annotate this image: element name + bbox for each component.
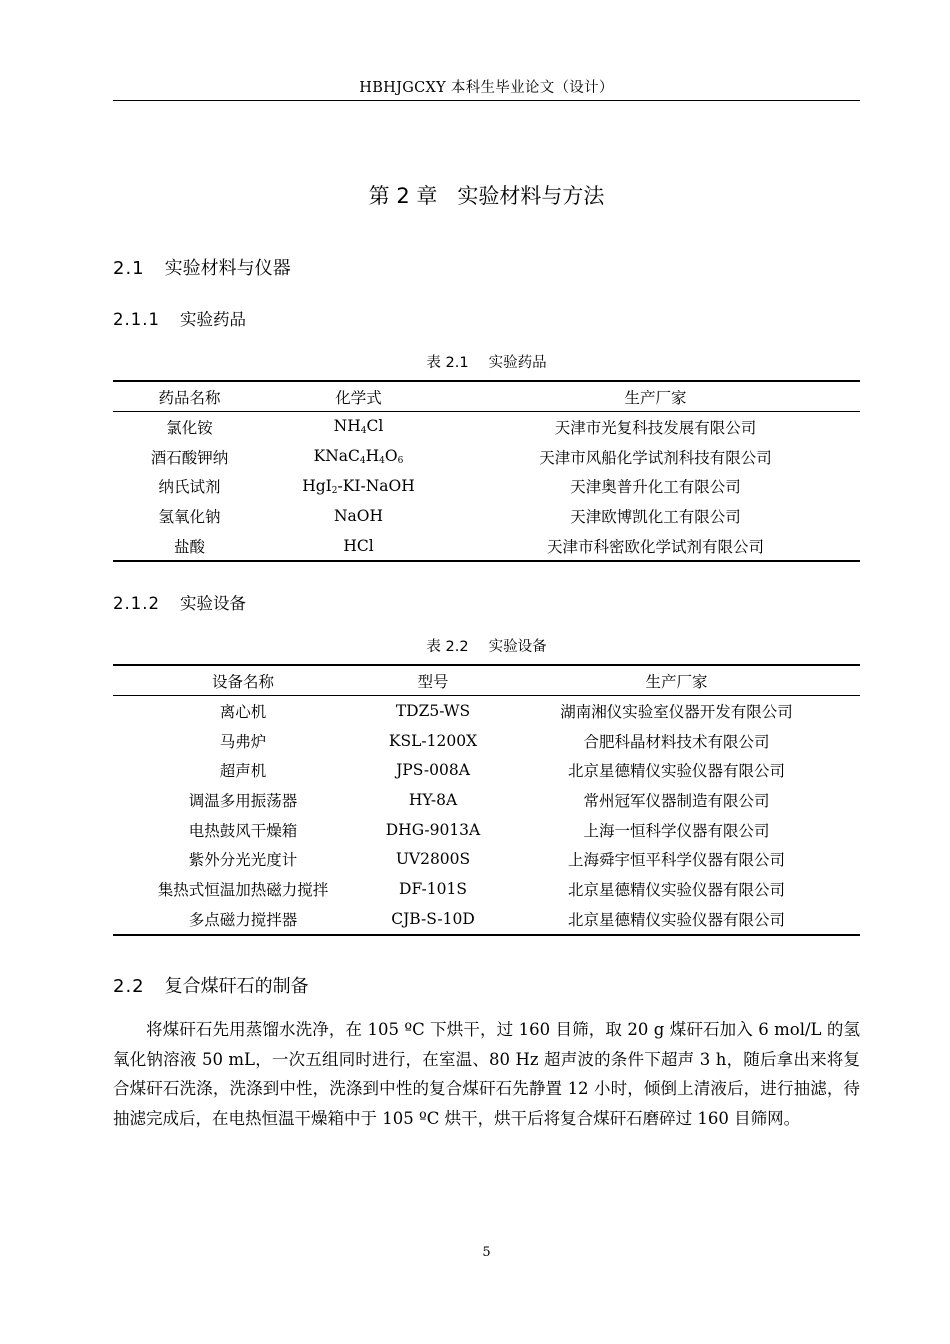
caption-number: 表 2.1: [426, 355, 469, 371]
section-number: 2.1: [113, 258, 145, 279]
equipment-name-cell: 马弗炉: [219, 732, 267, 751]
manufacturer-cell: 上海一恒科学仪器有限公司: [583, 821, 770, 840]
chapter-number: 第 2 章: [368, 184, 438, 208]
section-2-1-1-heading: [113, 306, 246, 330]
section-title: 实验药品: [179, 310, 246, 329]
chapter-title-text: 实验材料与方法: [457, 184, 605, 208]
manufacturer-cell: 天津市风船化学试剂科技有限公司: [539, 448, 772, 467]
column-header: 生产厂家: [451, 381, 860, 412]
section-title: 实验材料与仪器: [164, 258, 291, 279]
manufacturer-cell: 北京星德精仪实验仪器有限公司: [493, 904, 860, 935]
equipment-model-cell: DHG-9013A: [385, 820, 481, 839]
manufacturer-cell: 天津奥普升化工有限公司: [570, 478, 741, 497]
manufacturer-cell: 合肥科晶材料技术有限公司: [583, 732, 770, 751]
table-row: [113, 904, 860, 935]
chemical-name-cell: 酒石酸钾纳: [150, 448, 229, 467]
equipment-model-cell: DF-101S: [399, 879, 467, 898]
table-row: [113, 815, 860, 845]
equipment-table: [113, 664, 860, 936]
page-number: 5: [482, 1245, 491, 1260]
table-row: [113, 874, 860, 904]
table-2-1-caption: [113, 351, 860, 372]
table-row: [113, 696, 860, 726]
body-paragraph: 将煤矸石先用蒸馏水洗净，在 105 ºC 下烘干，过 160 目筛，取 20 g 煤矸石加入 6 mol/L 的氢氧化钠溶液 50 mL，一次五组同时进行，在室温、80 Hz 超声波的条件下超声 3 h，随后拿出来将复合煤矸石洗涤，洗涤到中性，洗涤到中性的复合煤矸石先静置 12 小时，倾倒上清液后，进行抽滤，待抽滤完成后，在电热恒温干燥箱中于 105 ºC 烘干，烘干后将复合煤矸石磨碎过 160 目筛网。: [113, 1020, 860, 1129]
column-header: 化学式: [266, 381, 451, 412]
body-paragraph-container: [113, 1015, 860, 1134]
manufacturer-cell: 北京星德精仪实验仪器有限公司: [567, 880, 785, 899]
section-number: 2.1.2: [113, 594, 160, 613]
table-row: [113, 412, 860, 442]
equipment-name-cell: 离心机: [219, 702, 267, 721]
manufacturer-cell: 上海舜宇恒平科学仪器有限公司: [567, 851, 785, 870]
equipment-model-cell: JPS-008A: [396, 761, 470, 780]
column-header: 生产厂家: [493, 665, 860, 696]
manufacturer-cell: 天津欧博凯化工有限公司: [570, 507, 741, 526]
section-2-1-heading: [113, 254, 291, 280]
manufacturer-cell: 天津市科密欧化学试剂有限公司: [451, 531, 860, 562]
section-title: 实验设备: [179, 594, 246, 613]
manufacturer-cell: 湖南湘仪实验室仪器开发有限公司: [560, 702, 793, 721]
equipment-name-cell: 紫外分光光度计: [188, 851, 298, 870]
equipment-name-cell: 多点磁力搅拌器: [113, 904, 373, 935]
section-title: 复合煤矸石的制备: [164, 976, 309, 997]
equipment-model-cell: UV2800S: [395, 850, 471, 869]
chemical-name-cell: 氢氧化钠: [158, 507, 221, 526]
table-header-row: [113, 665, 860, 696]
chemical-formula-cell: NaOH: [333, 506, 384, 525]
section-number: 2.1.1: [113, 310, 160, 329]
table-row: [113, 726, 860, 756]
equipment-model-cell: HY-8A: [408, 790, 458, 809]
table-row: [113, 844, 860, 874]
chemical-name-cell: 纳氏试剂: [158, 478, 221, 497]
equipment-model-cell: KSL-1200X: [388, 731, 478, 750]
column-header: 药品名称: [113, 381, 266, 412]
table-2-2-caption: [113, 635, 860, 656]
section-2-2-heading: [113, 972, 309, 998]
equipment-model-cell: CJB-S-10D: [373, 904, 493, 935]
manufacturer-cell: 北京星德精仪实验仪器有限公司: [567, 762, 785, 781]
caption-title: 实验设备: [488, 639, 547, 655]
chemical-name-cell: 氯化铵: [166, 418, 213, 437]
caption-title: 实验药品: [488, 355, 547, 371]
equipment-name-cell: 集热式恒温加热磁力搅拌: [157, 880, 329, 899]
header-rule: [113, 100, 860, 101]
column-header: 型号: [373, 665, 493, 696]
equipment-name-cell: 超声机: [219, 762, 267, 781]
chemicals-table: [113, 380, 860, 562]
table-row: [113, 755, 860, 785]
table-header-row: [113, 381, 860, 412]
equipment-model-cell: TDZ5-WS: [395, 701, 471, 720]
section-2-1-2-heading: [113, 590, 246, 614]
table-row: [113, 471, 860, 501]
page-header: HBHJGCXY 本科生毕业论文（设计）: [359, 80, 614, 96]
chemical-name-cell: 盐酸: [113, 531, 266, 562]
table-row: [113, 501, 860, 531]
section-number: 2.2: [113, 976, 145, 997]
caption-number: 表 2.2: [426, 639, 469, 655]
column-header: 设备名称: [113, 665, 373, 696]
equipment-name-cell: 调温多用振荡器: [188, 791, 298, 810]
manufacturer-cell: 常州冠军仪器制造有限公司: [583, 791, 770, 810]
chemical-formula-cell: $KNaC_4H_4O_6$: [313, 447, 404, 467]
chemical-formula-cell: HCl: [266, 531, 451, 562]
table-row: [113, 442, 860, 472]
chemical-formula-cell: $NH_4Cl$: [333, 417, 384, 437]
chapter-title: [113, 180, 860, 210]
manufacturer-cell: 天津市光复科技发展有限公司: [554, 418, 757, 437]
equipment-name-cell: 电热鼓风干燥箱: [188, 821, 298, 840]
chemical-formula-cell: HgI$_2$-KI-NaOH: [302, 476, 415, 496]
table-row: [113, 531, 860, 562]
table-row: [113, 785, 860, 815]
